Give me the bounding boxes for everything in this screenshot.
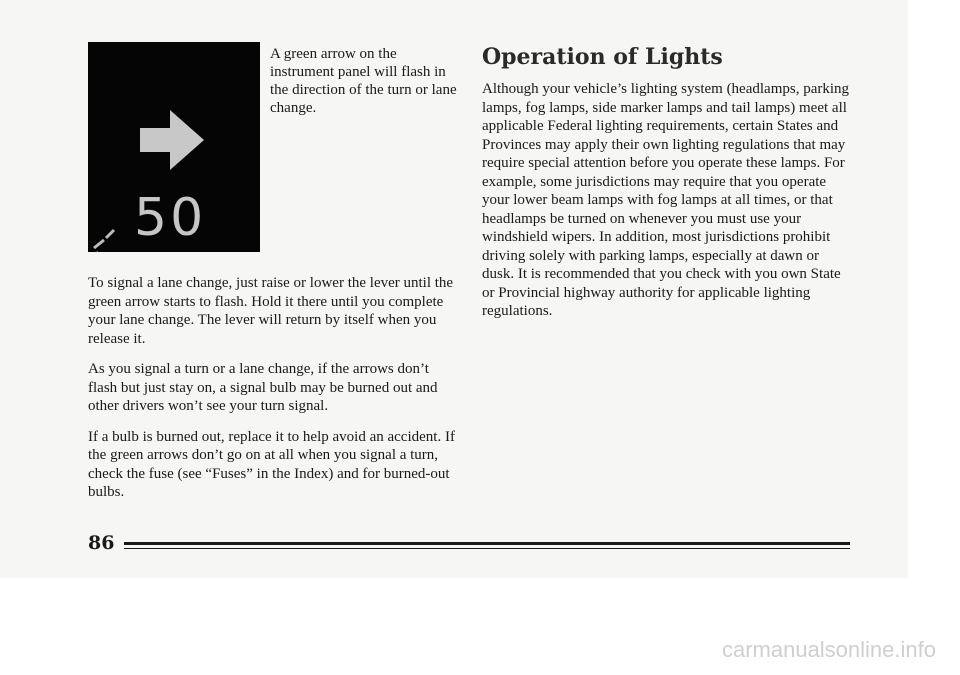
- gauge-ticks-icon: [90, 218, 130, 252]
- section-heading: Operation of Lights: [482, 44, 723, 70]
- paragraph-replace-bulb: If a bulb is burned out, replace it to help avoid an accident. If the green arrows don’t go on at all when you signal a turn, check the fuse (see “Fuses” in the Index) and for burned-out bulbs.: [88, 428, 455, 500]
- footer-rule-thick: [124, 542, 850, 545]
- speed-readout: 50: [134, 188, 207, 248]
- figure-caption: A green arrow on the instrument panel will flash in the direction of the turn or lane change.: [270, 46, 457, 116]
- paragraph-lighting-regulations: Although your vehicle’s lighting system (headlamps, parking lamps, fog lamps, side marker lamps and tail lamps) meet all applicable Federal lighting requirements, certain States and Provinces may apply their own lighting regulations that may require special attention before you operate these lamps. For example, some jurisdictions may require that you operate your lower beam lamps with fog lamps at all times, or that headlamps be turned on whenever you must use your windshield wipers. In addition, most jurisdictions prohibit driving solely with parking lamps, especially at dawn or dusk. It is recommended that you check with you own State or Provincial highway authority for applicable lighting regulations.: [482, 81, 850, 319]
- paragraph-burned-bulb: As you signal a turn or a lane change, if the arrows don’t flash but just stay on, a signal bulb may be burned out and other drivers won’t see your turn signal.: [88, 361, 438, 414]
- left-column: [88, 274, 460, 514]
- right-column: [482, 80, 854, 333]
- instrument-panel-figure: [88, 42, 260, 252]
- paragraph-lane-change: To signal a lane change, just raise or lower the lever until the green arrow starts to flash. Hold it there until you complete your lane change. The lever will return by itself when you release it.: [88, 275, 454, 347]
- page-footer: [88, 532, 850, 554]
- watermark: carmanualsonline.info: [721, 637, 936, 662]
- footer-rule-thin: [124, 548, 850, 549]
- right-arrow-icon: [136, 104, 208, 176]
- page-number: 86: [88, 532, 115, 554]
